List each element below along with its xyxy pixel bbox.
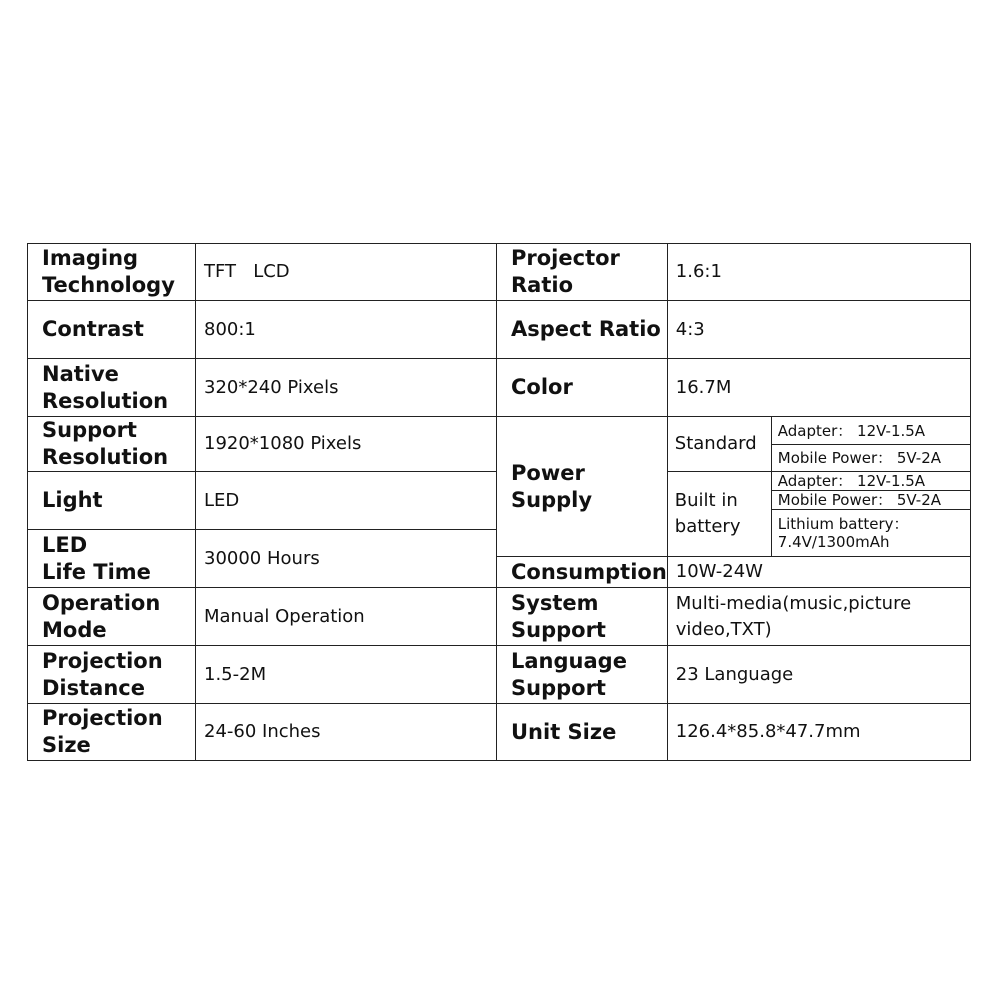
value-color: 16.7M xyxy=(667,359,970,417)
value-built-in-mobile-power: Mobile Power： 5V-2A xyxy=(771,491,970,510)
value-consumption: 10W-24W xyxy=(667,557,970,588)
label-color: Color xyxy=(497,359,668,417)
table-row xyxy=(28,359,971,417)
table-row xyxy=(28,646,971,704)
value-built-in-lithium: Lithium battery： 7.4V/1300mAh xyxy=(771,510,970,557)
label-native-resolution: Native Resolution xyxy=(28,359,196,417)
value-operation-mode: Manual Operation xyxy=(196,588,497,646)
value-imaging-technology: TFT LCD xyxy=(196,244,497,301)
value-language-support: 23 Language xyxy=(667,646,970,704)
value-aspect-ratio: 4:3 xyxy=(667,301,970,359)
label-imaging-technology: Imaging Technology xyxy=(28,244,196,301)
value-light: LED xyxy=(196,472,497,530)
label-contrast: Contrast xyxy=(28,301,196,359)
label-power-built-in: Built in battery xyxy=(667,472,771,557)
value-system-support: Multi-media(music,picture video,TXT) xyxy=(667,588,970,646)
table-row xyxy=(28,417,971,445)
value-projector-ratio: 1.6:1 xyxy=(667,244,970,301)
table-row xyxy=(28,244,971,301)
label-operation-mode: Operation Mode xyxy=(28,588,196,646)
label-projection-distance: Projection Distance xyxy=(28,646,196,704)
label-aspect-ratio: Aspect Ratio xyxy=(497,301,668,359)
value-standard-mobile-power: Mobile Power： 5V-2A xyxy=(771,445,970,472)
label-system-support: System Support xyxy=(497,588,668,646)
value-projection-size: 24-60 Inches xyxy=(196,704,497,761)
spec-table xyxy=(27,243,971,761)
value-led-life-time: 30000 Hours xyxy=(196,530,497,588)
value-unit-size: 126.4*85.8*47.7mm xyxy=(667,704,970,761)
label-support-resolution: Support Resolution xyxy=(28,417,196,472)
value-standard-adapter: Adapter： 12V-1.5A xyxy=(771,417,970,445)
label-led-life-time: LED Life Time xyxy=(28,530,196,588)
table-row xyxy=(28,704,971,761)
table-row xyxy=(28,301,971,359)
value-support-resolution: 1920*1080 Pixels xyxy=(196,417,497,472)
label-language-support: Language Support xyxy=(497,646,668,704)
label-unit-size: Unit Size xyxy=(497,704,668,761)
table-row xyxy=(28,588,971,646)
label-projector-ratio: Projector Ratio xyxy=(497,244,668,301)
label-projection-size: Projection Size xyxy=(28,704,196,761)
value-contrast: 800:1 xyxy=(196,301,497,359)
value-projection-distance: 1.5-2M xyxy=(196,646,497,704)
label-consumption: Consumption xyxy=(497,557,668,588)
label-light: Light xyxy=(28,472,196,530)
label-power-supply: Power Supply xyxy=(497,417,668,557)
value-built-in-adapter: Adapter： 12V-1.5A xyxy=(771,472,970,491)
label-power-standard: Standard xyxy=(667,417,771,472)
value-native-resolution: 320*240 Pixels xyxy=(196,359,497,417)
